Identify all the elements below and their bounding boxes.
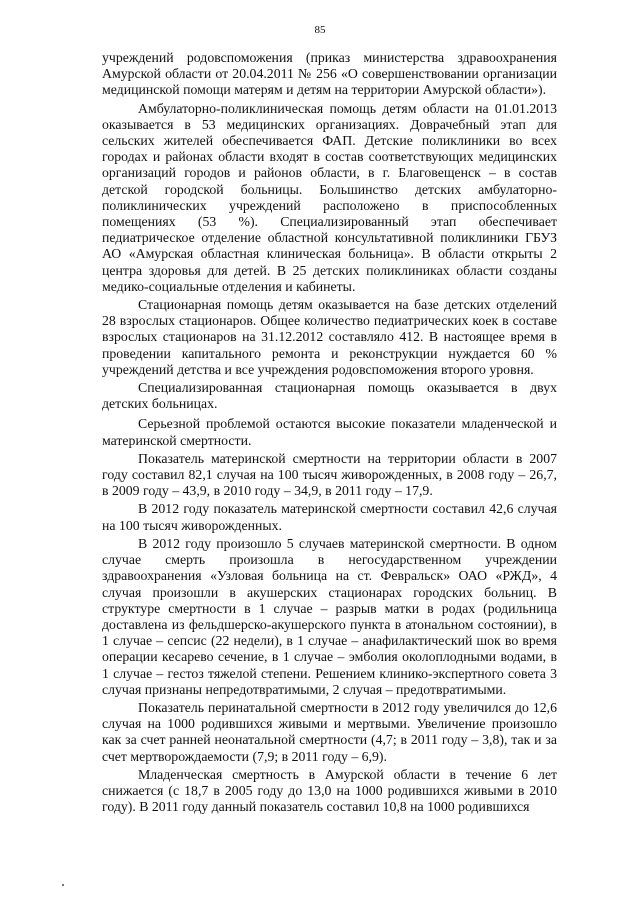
document-body <box>102 50 557 817</box>
paragraph-maternal-mortality-2012: В 2012 году показатель материнской смертности составил 42,6 случая на 100 тысяч живорожденных. <box>102 501 557 533</box>
scan-speck <box>62 884 64 886</box>
paragraph-infant-mortality: Младенческая смертность в Амурской области в течение 6 лет снижается (с 18,7 в 2005 году до 13,0 на 1000 родившихся живыми в 2010 году). В 2011 году данный показатель составил 10,8 на 1000 родившихся <box>102 766 557 815</box>
paragraph-perinatal-mortality: Показатель перинатальной смертности в 2012 году увеличился до 12,6 случая на 1000 родившихся живыми и мертвыми. Увеличение произошло как за счет ранней неонатальной смертности (4,7; в 2011 году – 3,8), так и за счет мертворождаемости (7,9; в 2011 году – 6,9). <box>102 699 557 764</box>
paragraph-outpatient-care: Амбулаторно-поликлиническая помощь детям области на 01.01.2013 оказывается в 53 медицинских организациях. Доврачебный этап для сельских жителей обеспечивается ФАП. Детские поликлиники во всех городах и районах области входят в состав соответствующих медицинских организаций городов и районов области, в г. Благовещенск – в состав детской городской больницы. Большинство детских амбулаторно-поликлинических учреждений расположено в приспособленных помещениях (53 %). Специализированный этап обеспечивает педиатрическое отделение областной консультативной поликлиники ГБУЗ АО «Амурская областная клиническая больница». В области открыты 2 центра здоровья для детей. В 25 детских поликлиниках области созданы медико-социальные отделения и кабинеты. <box>102 100 557 294</box>
paragraph-maternal-death-cases: В 2012 году произошло 5 случаев материнской смертности. В одном случае смерть произошла в негосударственном учреждении здравоохранения «Узловая больница на ст. Февральск» ОАО «РЖД», 4 случая произошли в акушерских стационарах городских больниц. В структуре смертности в 1 случае – разрыв матки в родах (родильница доставлена из фельдшерско-акушерского пункта в атональном состоянии), в 1 случае – сепсис (22 недели), в 1 случае – анафилактический шок во время операции кесарево сечение, в 1 случае – эмболия околоплодными водами, в 1 случае – гестоз тяжелой степени. Решением клинико-экспертного совета 3 случая признаны непредотвратимыми, 2 случая – предотвратимыми. <box>102 535 557 697</box>
paragraph-continuation: учреждений родовспоможения (приказ министерства здравоохранения Амурской области от 20.04.2011 № 256 «О совершенствовании организации медицинской помощи матерям и детям на территории Амурской области»). <box>102 50 557 98</box>
paragraph-maternal-mortality-trend: Показатель материнской смертности на территории области в 2007 году составил 82,1 случая на 100 тысяч живорожденных, в 2008 году – 26,7, в 2009 году – 43,9, в 2010 году – 34,9, в 2011 году – 17,9. <box>102 450 557 499</box>
paragraph-specialized-care: Специализированная стационарная помощь оказывается в двух детских больницах. <box>102 380 557 412</box>
paragraph-mortality-problem: Серьезной проблемой остаются высокие показатели младенческой и материнской смертности. <box>102 416 557 448</box>
paragraph-inpatient-care: Стационарная помощь детям оказывается на базе детских отделений 28 взрослых стационаров. Общее количество педиатрических коек в составе взрослых стационаров на 31.12.2012 составляло 412. В настоящее время в проведении капитального ремонта и реконструкции нуждается 60 % учреждений детства и все учреждения родовспоможения второго уровня. <box>102 297 557 377</box>
page-number: 85 <box>314 24 326 36</box>
